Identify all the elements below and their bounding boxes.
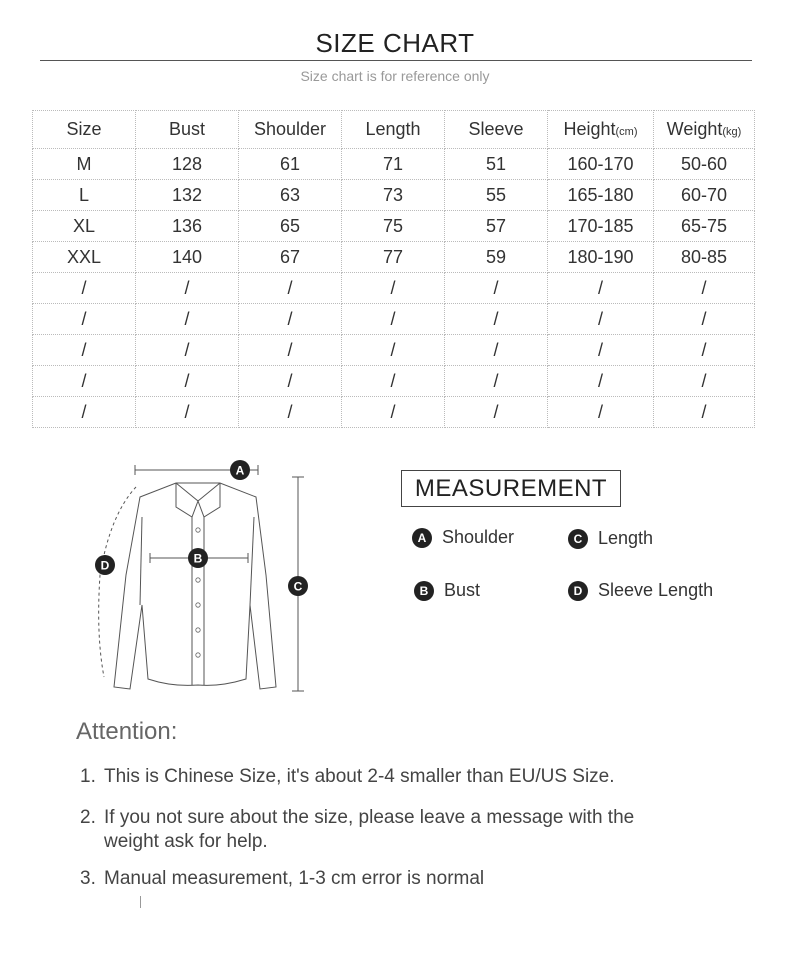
attention-title: Attention: [76, 718, 178, 745]
marker-b-icon: B [414, 581, 434, 601]
table-cell: / [654, 304, 755, 335]
table-row [33, 273, 755, 304]
table-cell: 57 [445, 211, 548, 242]
column-header: Weight(kg) [654, 111, 755, 149]
page-title: SIZE CHART [315, 28, 475, 58]
table-cell: 180-190 [548, 242, 654, 273]
column-header: Bust [136, 111, 239, 149]
marker-b [188, 548, 208, 568]
marker-a [230, 460, 250, 480]
table-cell: / [342, 304, 445, 335]
legend-shoulder [412, 527, 514, 548]
text-cursor-mark [140, 896, 141, 908]
legend-label: Shoulder [442, 527, 515, 547]
svg-text:B: B [193, 551, 203, 566]
column-header: Shoulder [239, 111, 342, 149]
table-cell: / [239, 335, 342, 366]
table-cell: 67 [239, 242, 342, 273]
table-cell: / [33, 335, 136, 366]
table-header-row [33, 111, 755, 149]
table-cell: / [548, 366, 654, 397]
table-cell: / [33, 273, 136, 304]
svg-text:C: C [293, 579, 303, 594]
table-cell: XXL [33, 242, 136, 273]
table-cell: / [548, 397, 654, 428]
marker-d [95, 555, 115, 575]
legend-length [568, 528, 653, 549]
table-cell: 50-60 [654, 149, 755, 180]
legend-label: Length [598, 528, 654, 548]
table-row [33, 149, 755, 180]
marker-a-icon: A [412, 528, 432, 548]
size-table [32, 110, 755, 428]
attention-note-1: 1. This is Chinese Size, it's about 2-4 smaller than EU/US Size. [80, 766, 615, 787]
table-cell: / [342, 397, 445, 428]
table-cell: / [342, 366, 445, 397]
title-rule [40, 60, 752, 61]
table-cell: 59 [445, 242, 548, 273]
attention-note-3: 3. Manual measurement, 1-3 cm error is normal [80, 868, 485, 889]
legend-bust [414, 580, 480, 601]
table-row [33, 366, 755, 397]
marker-c-icon: C [568, 529, 588, 549]
table-cell: 165-180 [548, 180, 654, 211]
table-cell: 65-75 [654, 211, 755, 242]
table-row [33, 211, 755, 242]
table-cell: 160-170 [548, 149, 654, 180]
page-subtitle: Size chart is for reference only [300, 68, 490, 84]
shirt-diagram [80, 455, 320, 705]
table-cell: 65 [239, 211, 342, 242]
table-cell: 140 [136, 242, 239, 273]
column-header: Sleeve [445, 111, 548, 149]
table-cell: / [445, 397, 548, 428]
table-cell: / [136, 304, 239, 335]
svg-text:A: A [235, 463, 245, 478]
column-header: Length [342, 111, 445, 149]
column-header: Height(cm) [548, 111, 654, 149]
table-cell: XL [33, 211, 136, 242]
table-cell: / [239, 273, 342, 304]
table-cell: / [33, 397, 136, 428]
table-body [33, 149, 755, 428]
table-cell: / [445, 273, 548, 304]
table-cell: 63 [239, 180, 342, 211]
svg-text:D: D [100, 558, 110, 573]
table-cell: 128 [136, 149, 239, 180]
table-cell: / [654, 273, 755, 304]
table-cell: M [33, 149, 136, 180]
table-cell: 77 [342, 242, 445, 273]
table-cell: / [239, 304, 342, 335]
table-cell: / [136, 273, 239, 304]
table-cell: / [136, 366, 239, 397]
table-row [33, 242, 755, 273]
table-cell: 132 [136, 180, 239, 211]
table-cell: 60-70 [654, 180, 755, 211]
marker-d-icon: D [568, 581, 588, 601]
table-cell: / [136, 335, 239, 366]
table-cell: / [33, 304, 136, 335]
table-cell: 55 [445, 180, 548, 211]
table-cell: 136 [136, 211, 239, 242]
legend-label: Sleeve Length [598, 580, 714, 600]
table-cell: / [239, 366, 342, 397]
table-row [33, 397, 755, 428]
table-row [33, 180, 755, 211]
table-cell: 73 [342, 180, 445, 211]
table-cell: / [33, 366, 136, 397]
table-cell: / [654, 366, 755, 397]
table-cell: / [342, 335, 445, 366]
table-cell: 51 [445, 149, 548, 180]
table-cell: / [548, 335, 654, 366]
table-cell: / [136, 397, 239, 428]
table-cell: / [445, 304, 548, 335]
table-cell: 75 [342, 211, 445, 242]
legend-label: Bust [444, 580, 481, 600]
table-cell: 80-85 [654, 242, 755, 273]
table-cell: L [33, 180, 136, 211]
table-cell: / [654, 335, 755, 366]
table-cell: / [342, 273, 445, 304]
attention-note-2: 2. If you not sure about the size, please leave a message with the weight ask for help. [80, 807, 635, 852]
table-cell: / [445, 366, 548, 397]
table-cell: / [654, 397, 755, 428]
table-cell: / [548, 273, 654, 304]
table-cell: 71 [342, 149, 445, 180]
table-cell: / [445, 335, 548, 366]
table-cell: 61 [239, 149, 342, 180]
table-row [33, 335, 755, 366]
table-cell: 170-185 [548, 211, 654, 242]
table-cell: / [239, 397, 342, 428]
table-cell: / [548, 304, 654, 335]
marker-c [288, 576, 308, 596]
column-header: Size [33, 111, 136, 149]
legend-sleeve-length [568, 580, 713, 601]
table-row [33, 304, 755, 335]
measurement-heading: MEASUREMENT [401, 470, 621, 507]
